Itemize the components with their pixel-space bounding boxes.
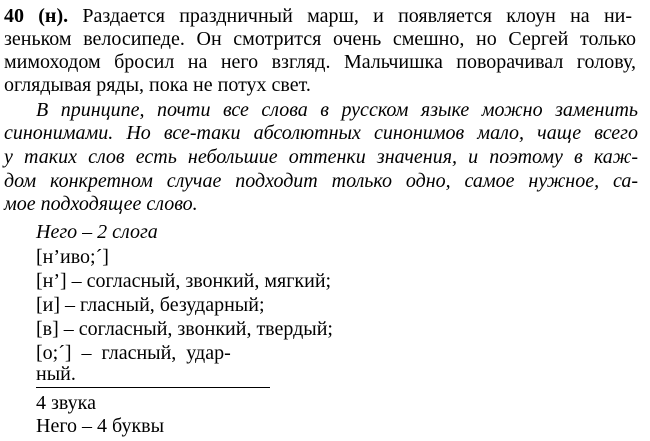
sound-line-3: [в] – согласный, звонкий, твердый;	[36, 318, 333, 340]
commentary-line-4: дом конкретном случае подходит только одно, самое нужное, са-	[4, 170, 638, 192]
exercise-line-4: оглядывая ряды, пока не потух свет.	[4, 74, 311, 96]
sound-line-2: [и] – гласный, безударный;	[36, 294, 265, 316]
exercise-number: 40 (н).	[4, 5, 69, 27]
word-syllables: Него – 2 слога	[36, 221, 158, 243]
transcription: [н’иво;´]	[36, 246, 109, 268]
divider-line	[36, 387, 270, 388]
sound-line-4: [о;´] – гласный, удар-	[36, 342, 231, 364]
commentary-line-5: мое подходящее слово.	[4, 193, 198, 215]
exercise-text-line: Раздается праздничный марш, и появляется клоун на ни-	[82, 5, 633, 27]
letters-count: Него – 4 буквы	[36, 415, 165, 437]
commentary-line-1: В принципе, почти все слова в русском языке можно заменить	[36, 99, 638, 121]
commentary-line-2: синонимами. Но все-таки абсолютных синонимов мало, чаще всего	[4, 122, 638, 144]
sounds-count: 4 звука	[36, 392, 96, 414]
exercise-line-3: мимоходом бросил на него взгляд. Мальчишка поворачивал голову,	[4, 51, 636, 73]
exercise-line-2: зеньком велосипеде. Он смотрится очень смешно, но Сергей только	[4, 28, 636, 50]
commentary-line-3: у таких слов есть небольшие оттенки значения, и поэтому в каж-	[4, 146, 638, 168]
exercise-line-1	[4, 5, 632, 27]
sound-line-5: ный.	[36, 363, 76, 385]
sound-line-1: [н’] – согласный, звонкий, мягкий;	[36, 270, 332, 292]
